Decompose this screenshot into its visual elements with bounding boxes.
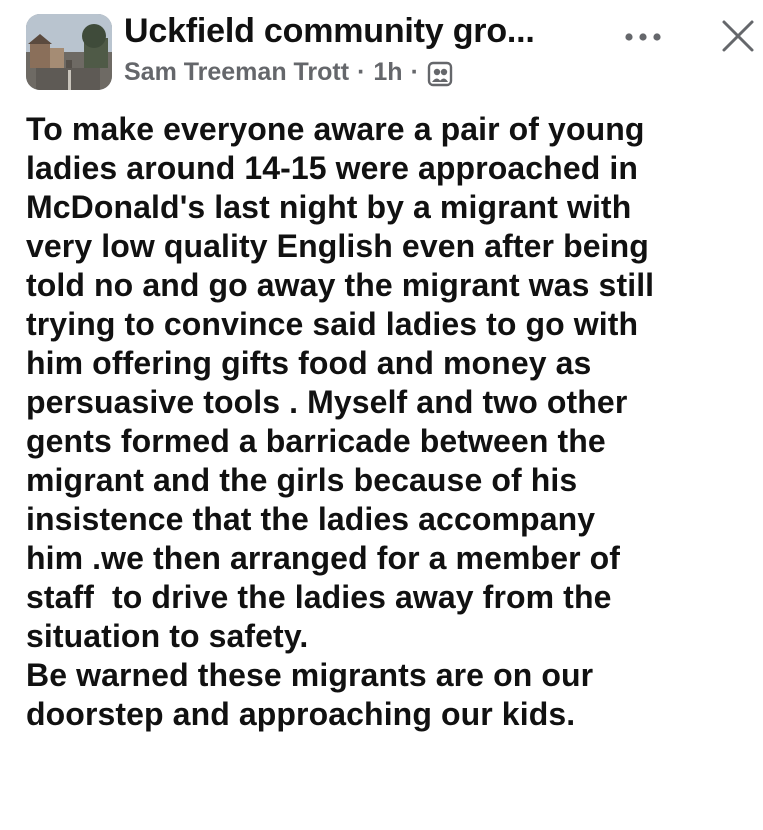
close-button[interactable] [718, 16, 758, 56]
post-text-line: Be warned these migrants are on our [26, 657, 594, 693]
post-time[interactable]: 1h [373, 58, 403, 86]
post-text-line: persuasive tools . Myself and two other [26, 384, 628, 420]
post-text-line: migrant and the girls because of his [26, 462, 578, 498]
post-text-line: very low quality English even after being [26, 228, 649, 264]
post-text-line: gents formed a barricade between the [26, 423, 606, 459]
group-photo-thumbnail [26, 14, 112, 90]
post-text-line: To make everyone aware a pair of young [26, 111, 645, 147]
meta-separator: · [410, 58, 419, 86]
post-text [26, 110, 761, 734]
group-avatar[interactable] [26, 14, 112, 90]
post-text-line: told no and go away the migrant was still [26, 267, 655, 303]
post-text-line: McDonald's last night by a migrant with [26, 189, 632, 225]
post-text-line: trying to convince said ladies to go with [26, 306, 639, 342]
post-text-line: situation to safety. [26, 618, 309, 654]
post-text-line: him offering gifts food and money as [26, 345, 592, 381]
post-text-line: insistence that the ladies accompany [26, 501, 596, 537]
post-text-line: ladies around 14-15 were approached in [26, 150, 639, 186]
more-horizontal-icon [623, 32, 663, 42]
group-name[interactable]: Uckfield community gro... [124, 12, 535, 50]
members-group-icon [427, 61, 453, 87]
post-meta [124, 58, 453, 87]
close-icon [718, 16, 758, 56]
post-header [0, 0, 763, 100]
more-options-button[interactable] [618, 22, 668, 52]
post-text-line: doorstep and approaching our kids. [26, 696, 576, 732]
meta-separator: · [357, 58, 366, 86]
author-name[interactable]: Sam Treeman Trott [124, 58, 350, 86]
post-text-line: him .we then arranged for a member of [26, 540, 621, 576]
post-text-line: staff to drive the ladies away from the [26, 579, 612, 615]
